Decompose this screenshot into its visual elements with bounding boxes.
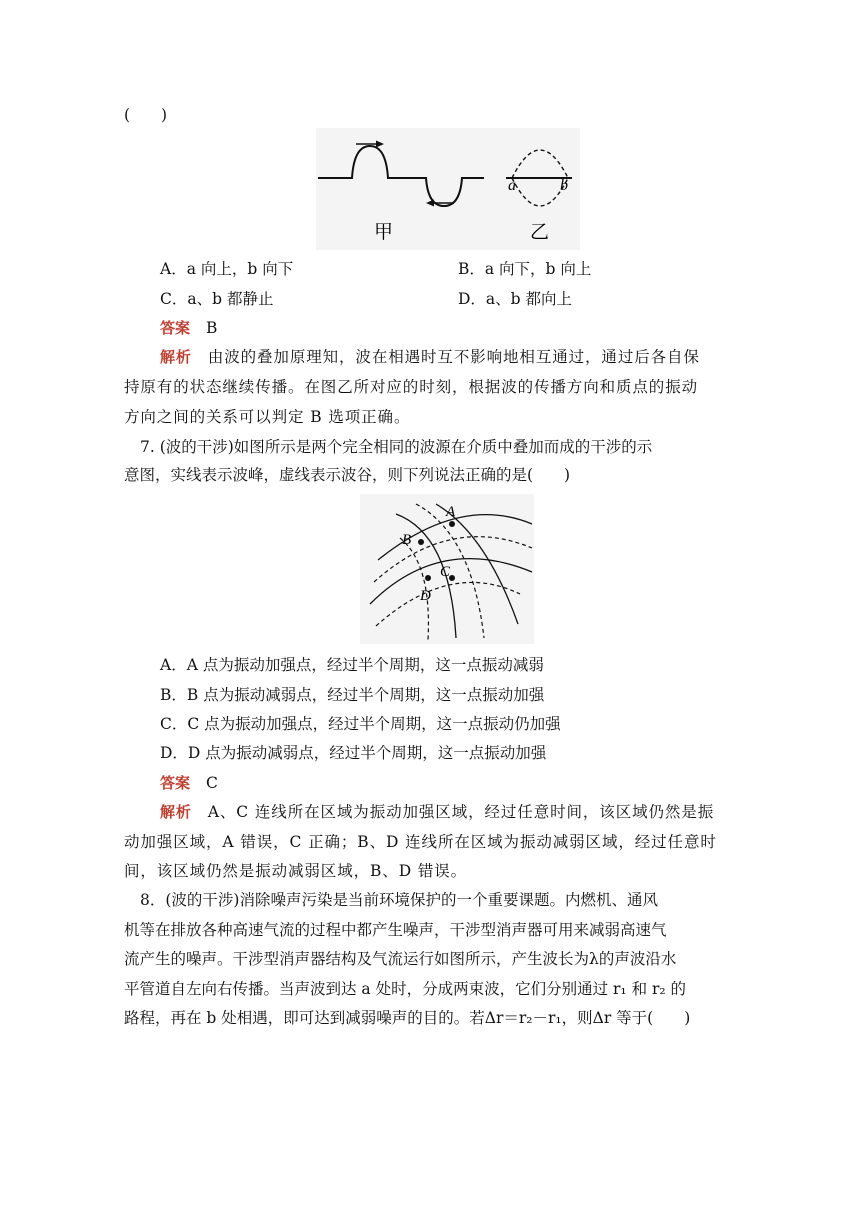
q8-stem-line-1: 8．(波的干涉)消除噪声污染是当前环境保护的一个重要课题。内燃机、通风 [140, 891, 658, 909]
q8-stem-line-5: 路程，再在 b 处相遇，即可达到减弱噪声的目的。若Δr＝r₂－r₁，则Δr 等于( ) [124, 1009, 691, 1027]
label-c: C [440, 564, 451, 580]
q7-option-b: B．B 点为振动减弱点，经过半个周期，这一点振动加强 [160, 686, 545, 704]
answer-label: 答案 [160, 774, 191, 792]
q7-answer-line [160, 772, 218, 794]
q7-analysis-line-3: 间，该区域仍然是振动减弱区域，B、D 错误。 [124, 862, 468, 880]
q8-stem-line-4: 平管道自左向右传播。当声波到达 a 处时，分成两束波，它们分别通过 r₁ 和 r₂ 的 [124, 980, 687, 998]
q7-stem-line-1: 7. (波的干涉)如图所示是两个完全相同的波源在介质中叠加而成的干涉的示 [140, 438, 653, 456]
q6-analysis-text-1: 由波的叠加原理知，波在相遇时互不影响地相互通过，通过后各自保 [207, 348, 700, 366]
point-a-label: a [508, 177, 516, 194]
label-jia: 甲 [374, 221, 394, 243]
answer-label: 答案 [160, 319, 191, 337]
point-b [418, 539, 424, 545]
q7-option-d: D．D 点为振动减弱点，经过半个周期，这一点振动加强 [160, 744, 547, 762]
q8-stem-line-2: 机等在排放各种高速气流的过程中都产生噪声，干涉型消声器可用来减弱高速气 [124, 921, 667, 939]
q6-option-d: D．a、b 都向上 [458, 290, 573, 308]
q6-option-c: C．a、b 都静止 [160, 290, 274, 308]
q6-answer-line [160, 317, 217, 339]
q7-analysis-text-1: A、C 连线所在区域为振动加强区域，经过任意时间，该区域仍然是振 [207, 803, 715, 821]
q6-analysis-line-2: 持原有的状态继续传播。在图乙所对应的时刻，根据波的传播方向和质点的振动 [124, 378, 699, 396]
label-a: A [446, 504, 456, 520]
q7-option-c: C．C 点为振动加强点，经过半个周期，这一点振动仍加强 [160, 715, 561, 733]
analysis-label: 解析 [160, 348, 192, 366]
q6-option-a: A．a 向上，b 向下 [160, 260, 294, 278]
point-a [449, 521, 455, 527]
q7-answer: C [206, 774, 218, 792]
q6-option-b: B．a 向下，b 向上 [458, 260, 592, 278]
analysis-label: 解析 [160, 803, 192, 821]
label-b: B [402, 532, 412, 548]
q6-answer: B [206, 319, 218, 337]
point-b-label: b [560, 177, 568, 194]
q6-analysis-line-1 [160, 346, 700, 368]
q7-option-a: A．A 点为振动加强点，经过半个周期，这一点振动减弱 [160, 656, 544, 674]
label-d: D [420, 588, 431, 604]
question-6-paren: ( ) [124, 106, 168, 124]
q8-stem-line-3: 流产生的噪声。干涉型消声器结构及气流运行如图所示，产生波长为λ的声波沿水 [124, 950, 677, 968]
q7-stem-line-2: 意图，实线表示波峰，虚线表示波谷，则下列说法正确的是( ) [124, 466, 571, 484]
point-d [425, 575, 431, 581]
label-yi: 乙 [530, 221, 550, 243]
q7-analysis-line-2: 动加强区域，A 错误，C 正确；B、D 连线所在区域为振动减弱区域，经过任意时 [124, 833, 717, 851]
wave-figure-jia-yi [316, 128, 580, 250]
q7-analysis-line-1 [160, 801, 714, 823]
q6-analysis-line-3: 方向之间的关系可以判定 B 选项正确。 [124, 408, 411, 426]
interference-figure [360, 494, 534, 644]
